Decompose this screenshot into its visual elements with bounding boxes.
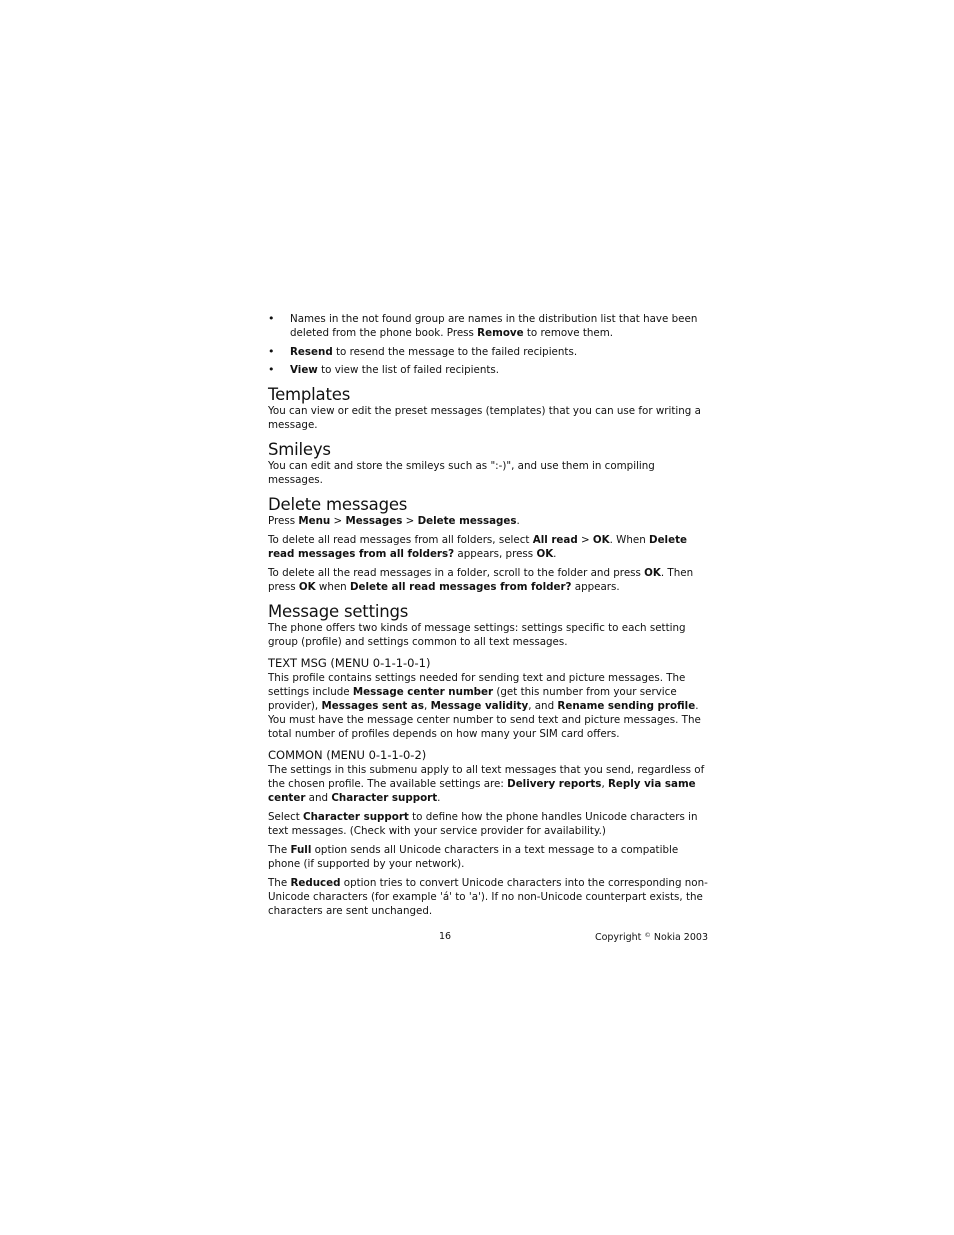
page-number: 16 <box>439 931 452 942</box>
templates-heading: Templates <box>268 385 351 404</box>
delete-folder-paragraph: To delete all the read messages in a folder, scroll to the folder and press OK. Then press OK when Delete all read messages from folder? appears. <box>268 567 694 593</box>
list-item: • View to view the list of failed recipients. <box>268 363 710 377</box>
delete-messages-heading: Delete messages <box>268 495 408 514</box>
full-option-paragraph: The Full option sends all Unicode characters in a text message to a compatible phone (if supported by your network). <box>268 844 679 870</box>
failed-recipients-list <box>268 312 710 377</box>
delete-path-paragraph: Press Menu > Messages > Delete messages. <box>268 515 520 527</box>
message-settings-heading: Message settings <box>268 602 409 621</box>
list-item: • Names in the not found group are names in the distribution list that have been deleted from the phone book. Press Remove to remove them. <box>268 312 710 340</box>
text-msg-heading: TEXT MSG (MENU 0-1-1-0-1) <box>268 656 431 670</box>
templates-text: You can view or edit the preset messages (templates) that you can use for writing a message. <box>268 405 701 431</box>
message-settings-intro: The phone offers two kinds of message settings: settings specific to each setting group (profile) and settings common to all text messages. <box>268 622 686 648</box>
copyright-notice: Copyright © Nokia 2003 <box>594 931 708 943</box>
character-support-paragraph: Select Character support to define how the phone handles Unicode characters in text messages. (Check with your service provider for availability.) <box>268 811 698 837</box>
smileys-text: You can edit and store the smileys such as ":-)", and use them in compiling messages. <box>268 460 655 486</box>
text-msg-paragraph: This profile contains settings needed for sending text and picture messages. The settings include Message center number (get this number from your service provider), Messages sent as, Message validity, and Rename sending profile. You must have the message center number to send text and picture messages. The total number of profiles depends on how many your SIM card offers. <box>268 672 701 740</box>
delete-all-paragraph: To delete all read messages from all folders, select All read > OK. When Delete read messages from all folders? appears, press OK. <box>268 534 687 560</box>
page-content <box>268 312 710 923</box>
list-item: • Resend to resend the message to the failed recipients. <box>268 345 710 359</box>
common-settings-paragraph: The settings in this submenu apply to all text messages that you send, regardless of the chosen profile. The available settings are: Delivery reports, Reply via same center and Character support. <box>268 764 705 804</box>
common-heading: COMMON (MENU 0-1-1-0-2) <box>268 748 427 762</box>
reduced-option-paragraph: The Reduced option tries to convert Unicode characters into the corresponding non-Unicode characters (for example 'á' to 'a'). If no non-Unicode counterpart exists, the characters are sent unchanged. <box>268 877 708 917</box>
smileys-heading: Smileys <box>268 440 331 459</box>
